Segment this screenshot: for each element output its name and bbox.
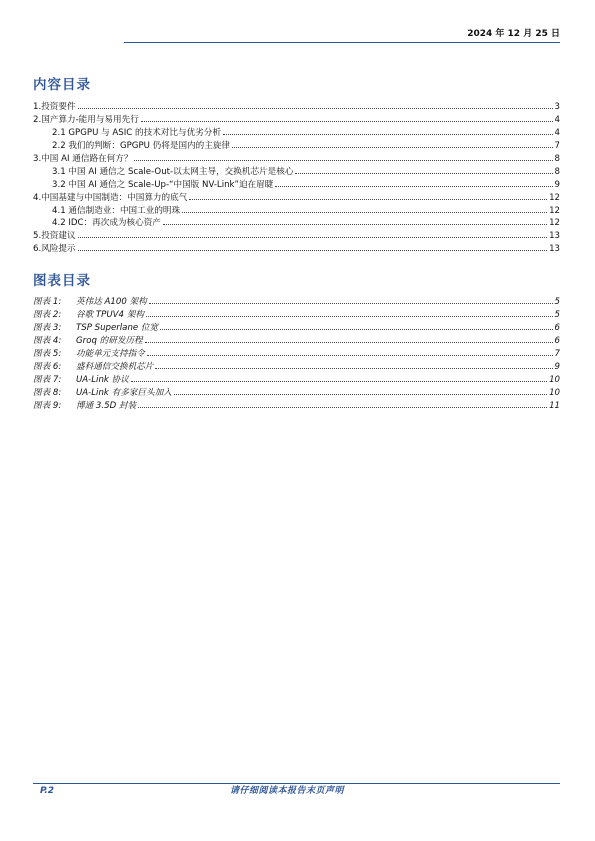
toc-entry-page: 4 xyxy=(554,127,560,138)
toc-title: 内容目录 xyxy=(33,77,91,93)
dot-leader xyxy=(160,329,552,330)
figure-page: 10 xyxy=(549,387,560,398)
disclaimer-note: 请仔细阅读本报告末页声明 xyxy=(230,786,345,796)
figure-entry[interactable] xyxy=(33,322,560,335)
figure-number: 图表 6: xyxy=(33,361,62,372)
figure-page: 5 xyxy=(554,297,560,307)
figure-page: 9 xyxy=(554,361,560,372)
toc-entry-label: 4.2 IDC：再次成为核心资产 xyxy=(52,218,161,229)
toc-subentry[interactable] xyxy=(33,140,560,153)
figure-label: TSP Superlane 位宽 xyxy=(76,322,159,333)
figure-label: 谷歌 TPUV4 架构 xyxy=(76,309,144,320)
dot-leader xyxy=(78,237,547,238)
toc-entry-label: 4.中国基建与中国制造：中国算力的底气 xyxy=(33,192,188,203)
toc-list xyxy=(33,101,560,256)
toc-entry-page: 13 xyxy=(549,244,560,255)
toc-entry-label: 2.国产算力-能用与易用先行 xyxy=(33,114,139,125)
figure-entry[interactable] xyxy=(33,335,560,348)
dot-leader xyxy=(174,394,547,395)
figure-number: 图表 9: xyxy=(33,400,62,411)
figure-entry[interactable] xyxy=(33,387,560,400)
figure-number: 图表 5: xyxy=(33,348,62,359)
dot-leader xyxy=(78,250,547,251)
page-number: P.2 xyxy=(40,786,54,796)
toc-entry-label: 3.中国 AI 通信路在何方？ xyxy=(33,153,133,164)
dot-leader xyxy=(189,199,547,200)
figure-entry[interactable] xyxy=(33,361,560,374)
figure-page: 7 xyxy=(554,348,560,359)
toc-entry[interactable] xyxy=(33,192,560,205)
toc-entry-page: 9 xyxy=(554,179,560,190)
dot-leader xyxy=(275,186,552,187)
toc-entry-page: 4 xyxy=(554,114,560,125)
toc-entry-label: 2.1 GPGPU 与 ASIC 的技术对比与优劣分析 xyxy=(52,127,221,138)
figures-list xyxy=(33,296,560,412)
dot-leader xyxy=(147,355,553,356)
figure-number: 图表 8: xyxy=(33,387,62,398)
header-divider xyxy=(124,42,560,43)
toc-entry[interactable] xyxy=(33,243,560,256)
toc-subentry[interactable] xyxy=(33,205,560,218)
figure-page: 11 xyxy=(549,400,560,411)
figure-number: 图表 2: xyxy=(33,309,62,320)
dot-leader xyxy=(141,121,553,122)
toc-entry[interactable] xyxy=(33,153,560,166)
dot-leader xyxy=(223,134,553,135)
figure-number: 图表 3: xyxy=(33,322,62,333)
figure-page: 6 xyxy=(554,335,560,346)
dot-leader xyxy=(155,368,552,369)
figure-page: 10 xyxy=(549,374,560,385)
toc-entry[interactable] xyxy=(33,101,560,114)
dot-leader xyxy=(163,224,547,225)
toc-entry-label: 2.2 我们的判断：GPGPU 仍将是国内的主旋律 xyxy=(52,140,231,151)
dot-leader xyxy=(131,381,547,382)
figure-label: 英伟达 A100 架构 xyxy=(76,297,147,307)
toc-subentry[interactable] xyxy=(33,217,560,230)
toc-entry-page: 12 xyxy=(549,205,560,216)
report-date: 2024 年 12 月 25 日 xyxy=(467,29,560,39)
toc-entry-page: 8 xyxy=(554,153,560,164)
figure-entry[interactable] xyxy=(33,348,560,361)
figure-entry[interactable] xyxy=(33,296,560,309)
figure-label: UA-Link 协议 xyxy=(76,374,129,385)
toc-subentry[interactable] xyxy=(33,166,560,179)
figures-title: 图表目录 xyxy=(33,273,91,289)
toc-entry-label: 5.投资建议 xyxy=(33,231,76,242)
toc-entry-page: 12 xyxy=(549,192,560,203)
toc-entry-label: 6.风险提示 xyxy=(33,244,76,255)
figure-label: Groq 的研发历程 xyxy=(76,335,143,346)
figure-page: 6 xyxy=(554,322,560,333)
toc-entry-label: 4.1 通信制造业：中国工业的明珠 xyxy=(52,205,181,216)
figure-page: 5 xyxy=(554,309,560,320)
toc-entry-page: 13 xyxy=(549,231,560,242)
figure-label: 博通 3.5D 封装 xyxy=(76,400,137,411)
dot-leader xyxy=(78,108,553,109)
figure-label: UA-Link 有多家巨头加入 xyxy=(76,387,172,398)
dot-leader xyxy=(182,212,547,213)
figure-entry[interactable] xyxy=(33,309,560,322)
figure-number: 图表 4: xyxy=(33,335,62,346)
footer-divider xyxy=(33,783,560,784)
figure-number: 图表 1: xyxy=(33,297,62,307)
dot-leader xyxy=(295,173,552,174)
toc-entry[interactable] xyxy=(33,230,560,243)
figure-entry[interactable] xyxy=(33,374,560,387)
toc-entry-label: 3.1 中国 AI 通信之 Scale-Out-以太网主导，交换机芯片是核心 xyxy=(52,166,294,177)
dot-leader xyxy=(134,160,552,161)
toc-entry-page: 7 xyxy=(554,140,560,151)
dot-leader xyxy=(149,303,553,304)
figure-label: 功能单元支持指令 xyxy=(76,348,145,359)
figure-label: 盛科通信交换机芯片 xyxy=(76,361,154,372)
dot-leader xyxy=(146,316,553,317)
toc-entry-label: 1.投资要件 xyxy=(33,102,76,112)
toc-entry-page: 3 xyxy=(554,102,560,112)
toc-entry[interactable] xyxy=(33,114,560,127)
toc-entry-label: 3.2 中国 AI 通信之 Scale-Up-“中国版 NV-Link”迫在眉睫 xyxy=(52,179,274,190)
figure-entry[interactable] xyxy=(33,400,560,413)
toc-entry-page: 8 xyxy=(554,166,560,177)
toc-subentry[interactable] xyxy=(33,179,560,192)
dot-leader xyxy=(138,407,547,408)
toc-entry-page: 12 xyxy=(549,218,560,229)
dot-leader xyxy=(145,342,553,343)
figure-number: 图表 7: xyxy=(33,374,62,385)
toc-subentry[interactable] xyxy=(33,127,560,140)
dot-leader xyxy=(232,147,553,148)
